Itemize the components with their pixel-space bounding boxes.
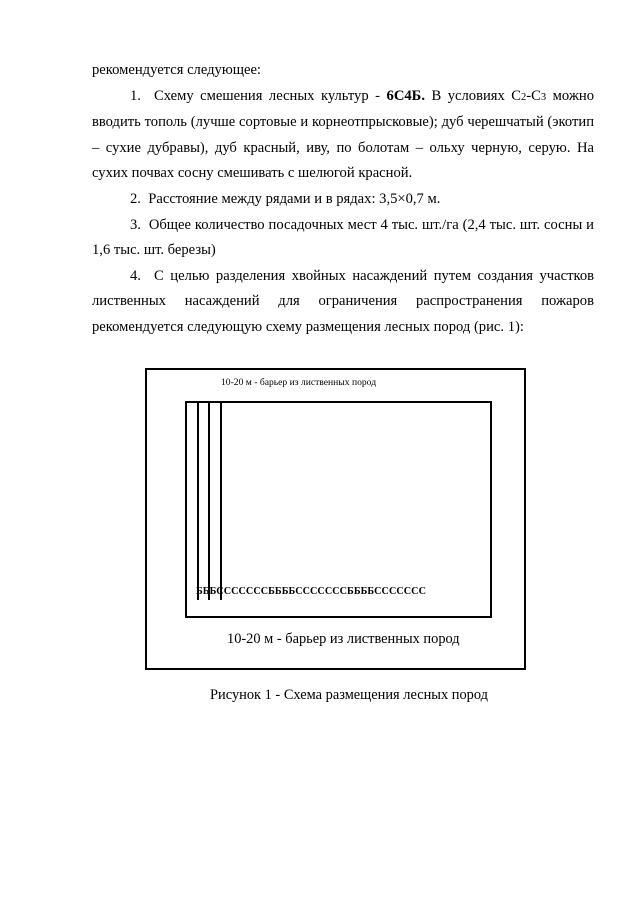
subscript: 3	[540, 91, 547, 103]
list-item-4	[92, 264, 594, 341]
list-item-1	[92, 84, 594, 187]
row-line	[220, 401, 222, 600]
document-body	[92, 58, 594, 341]
subscript: 2	[521, 91, 527, 103]
list-text: Расстояние между рядами и в рядах: 3,5×0,7 м.	[148, 190, 441, 207]
list-text: можно вводить тополь (лучше сортовые и корнеотпрысковые); дуб черешчатый (экотип – сухие дубравы), дуб красный, иву, по болотам – ольху черную, серую. На сухих почвах сосну смешивать с шелюгой красной.	[92, 87, 595, 182]
list-item-3	[92, 213, 594, 264]
figure-bottom-label: 10-20 м - барьер из лиственных пород	[227, 631, 460, 647]
figure-top-label: 10-20 м - барьер из лиственных пород	[221, 377, 377, 388]
list-number: 3.	[130, 216, 141, 233]
list-number: 1.	[130, 87, 141, 104]
list-number: 4.	[130, 267, 141, 284]
figure-caption: Рисунок 1 - Схема размещения лесных пород	[210, 687, 488, 703]
row-line	[208, 401, 210, 600]
list-text: -С	[526, 87, 541, 104]
list-text: Схему смешения лесных культур -	[153, 87, 387, 104]
row-line	[197, 401, 199, 600]
list-number: 2.	[130, 190, 141, 207]
list-item-2	[92, 187, 594, 213]
list-text: В условиях С	[424, 87, 522, 104]
mix-scheme-formula: 6С4Б.	[386, 87, 425, 104]
list-text: Общее количество посадочных мест 4 тыс. шт./га (2,4 тыс. шт. сосны и 1,6 тыс. шт. березы)	[92, 216, 594, 259]
list-text: С целью разделения хвойных насаждений путем создания участков лиственных насаждений для ограничения распространения пожаров рекомендуется следующую схему размещения лесных пород (рис. 1):	[92, 267, 595, 335]
intro-line: рекомендуется следующее:	[92, 62, 261, 78]
figure-species-row: БББСССССССББББСССССССББББССССССС	[196, 586, 426, 597]
